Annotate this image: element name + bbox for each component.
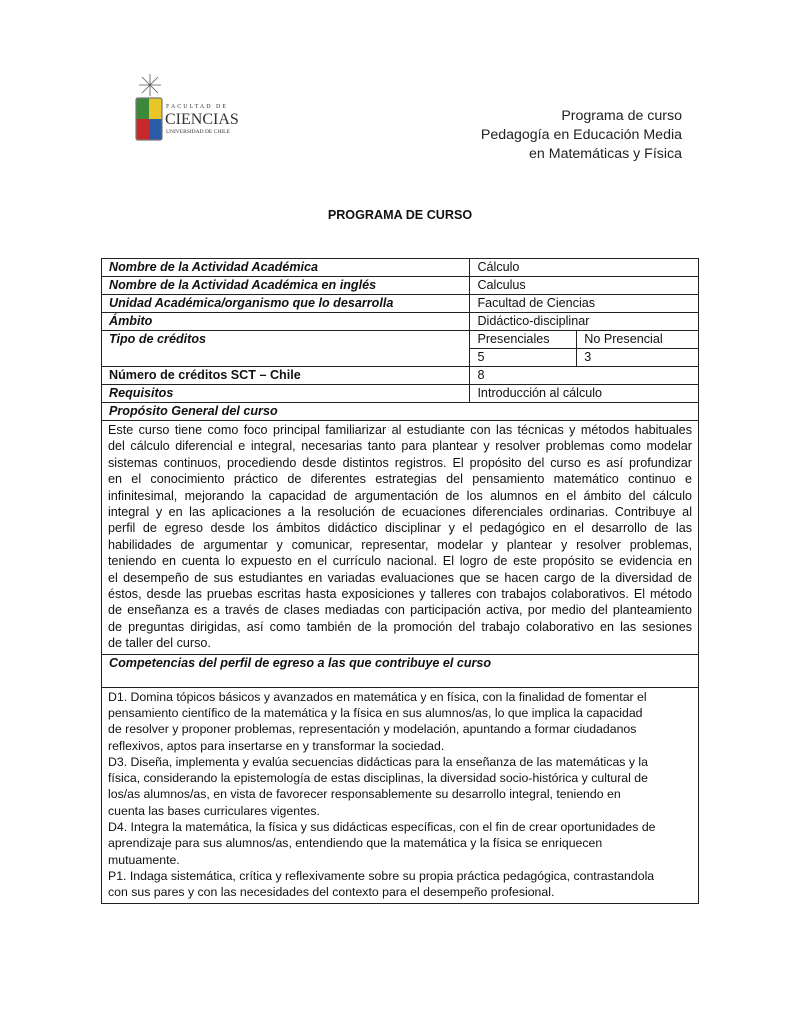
- sct-value: 8: [470, 367, 699, 385]
- faculty-logo: [134, 74, 246, 146]
- row-label: Ámbito: [102, 313, 470, 331]
- text-line: pensamiento científico de la matemática y la física en sus alumnos/as, lo que implica la capacidad: [108, 705, 643, 720]
- text-line: los/as alumnos/as, en vista de favorecer responsablemente su desarrollo integral, teniendo en: [108, 787, 621, 802]
- text-line: éstos, desde las pruebas escritas hasta exposiciones y talleres con trabajos colaborativos. El método: [108, 587, 692, 602]
- text-line: teniendo en cuenta lo expuesto en el currículo nacional. El logro de este propósito se evidencia en: [108, 554, 692, 569]
- text-line: de taller del curso.: [108, 636, 211, 651]
- text-line: física, considerando la epistemología de estas disciplinas, la diversidad socio-histórica y cultural de: [108, 771, 648, 786]
- competencias-label: Competencias del perfil de egreso a las que contribuye el curso: [102, 654, 699, 687]
- text-line: del cálculo diferencial e integral, necesarias tanto para plantear y resolver problemas como modelar: [108, 439, 692, 454]
- row-label: Nombre de la Actividad Académica: [102, 259, 470, 277]
- text-line: integral y en las aplicaciones a la resolución de ecuaciones diferenciales ordinarias. Contribuye al: [108, 505, 692, 520]
- logo-line1: FACULTAD DE: [166, 104, 229, 110]
- presenciales-value: 5: [470, 349, 577, 367]
- no-presencial-value: 3: [577, 349, 699, 367]
- text-line: de resolver y proponer problemas, representación y modelación, apuntando a formar ciudadanos: [108, 722, 637, 737]
- table-row: [102, 295, 699, 313]
- table-row: [102, 331, 699, 349]
- presenciales-label: Presenciales: [470, 331, 577, 349]
- table-row: [102, 367, 699, 385]
- text-line: D3. Diseña, implementa y evalúa secuencias didácticas para la enseñanza de las matemáticas y la: [108, 754, 648, 769]
- text-line: de enseñanza es a través de clases mediadas con participación activa, por medio del planteamiento: [108, 603, 692, 618]
- proposito-label: Propósito General del curso: [102, 403, 699, 421]
- table-row: [102, 654, 699, 687]
- text-line: D4. Integra la matemática, la física y sus didácticas específicas, con el fin de crear oportunidades de: [108, 820, 656, 835]
- text-line: el desempeño de sus estudiantes en variadas evaluaciones que se hacen cargo de la diversidad de: [108, 570, 692, 585]
- sct-label: Número de créditos SCT – Chile: [102, 367, 470, 385]
- row-label: Nombre de la Actividad Académica en inglés: [102, 277, 470, 295]
- text-line: en el conocimiento práctico de diferentes estrategias del pensamiento matemático continuo e: [108, 472, 692, 487]
- logo-line2: CIENCIAS: [165, 111, 239, 128]
- proposito-text: [102, 421, 699, 655]
- text-line: Este curso tiene como foco principal familiarizar al estudiante con las técnicas y métodos habituales: [108, 423, 692, 437]
- row-value: Facultad de Ciencias: [470, 295, 699, 313]
- program-header: [481, 107, 682, 164]
- text-line: perfil de egreso desde los ámbitos didáctico disciplinar y el pedagógico en el desarrollo de las: [108, 521, 692, 536]
- table-row: [102, 403, 699, 421]
- table-row: [102, 687, 699, 903]
- text-line: P1. Indaga sistemática, crítica y reflexivamente sobre su propia práctica pedagógica, contrastandola: [108, 868, 655, 883]
- text-line: infinitesimal, mejorando la capacidad de argumentación de los alumnos en el ámbito del cálculo: [108, 488, 692, 503]
- row-value: Didáctico-disciplinar: [470, 313, 699, 331]
- no-presencial-label: No Presencial: [577, 331, 699, 349]
- header-line1: Programa de curso: [561, 108, 682, 124]
- logo-line3: UNIVERSIDAD DE CHILE: [166, 129, 230, 135]
- table-row: [102, 259, 699, 277]
- row-value: Calculus: [470, 277, 699, 295]
- row-value: Cálculo: [470, 259, 699, 277]
- table-row: [102, 421, 699, 655]
- row-label: Unidad Académica/organismo que lo desarrolla: [102, 295, 470, 313]
- text-line: cuenta las bases curriculares vigentes.: [108, 803, 320, 818]
- text-line: D1. Domina tópicos básicos y avanzados en matemática y en física, con la finalidad de fomentar el: [108, 689, 647, 704]
- table-row: [102, 313, 699, 331]
- text-line: con sus pares y con las necesidades del contexto para el desempeño profesional.: [108, 885, 555, 900]
- text-line: sistemas continuos, procediendo desde distintos registros. El propósito del curso es así profundizar: [108, 455, 692, 470]
- text-line: reflexivos, aptos para insertarse en y transformar la sociedad.: [108, 738, 445, 753]
- text-line: aprendizaje para sus alumnos/as, entendiendo que la matemática y la física se enriquecen: [108, 836, 603, 851]
- table-row: [102, 385, 699, 403]
- header-line2: Pedagogía en Educación Media: [480, 127, 682, 143]
- university-crest-icon: [134, 74, 246, 146]
- requisitos-value: Introducción al cálculo: [470, 385, 699, 403]
- course-table: [101, 258, 699, 904]
- competencias-text: [102, 687, 699, 903]
- requisitos-label: Requisitos: [102, 385, 470, 403]
- credit-type-label: Tipo de créditos: [102, 331, 470, 367]
- text-line: de preguntas dirigidas, así como también de la promoción del trabajo colaborativo en las sesiones: [108, 619, 692, 634]
- text-line: habilidades de argumentar y comunicar, representar, modelar y plantear y resolver problemas,: [108, 537, 692, 552]
- page-title: PROGRAMA DE CURSO: [327, 208, 473, 222]
- header-line3: en Matemáticas y Física: [529, 146, 682, 162]
- text-line: mutuamente.: [108, 852, 180, 867]
- table-row: [102, 277, 699, 295]
